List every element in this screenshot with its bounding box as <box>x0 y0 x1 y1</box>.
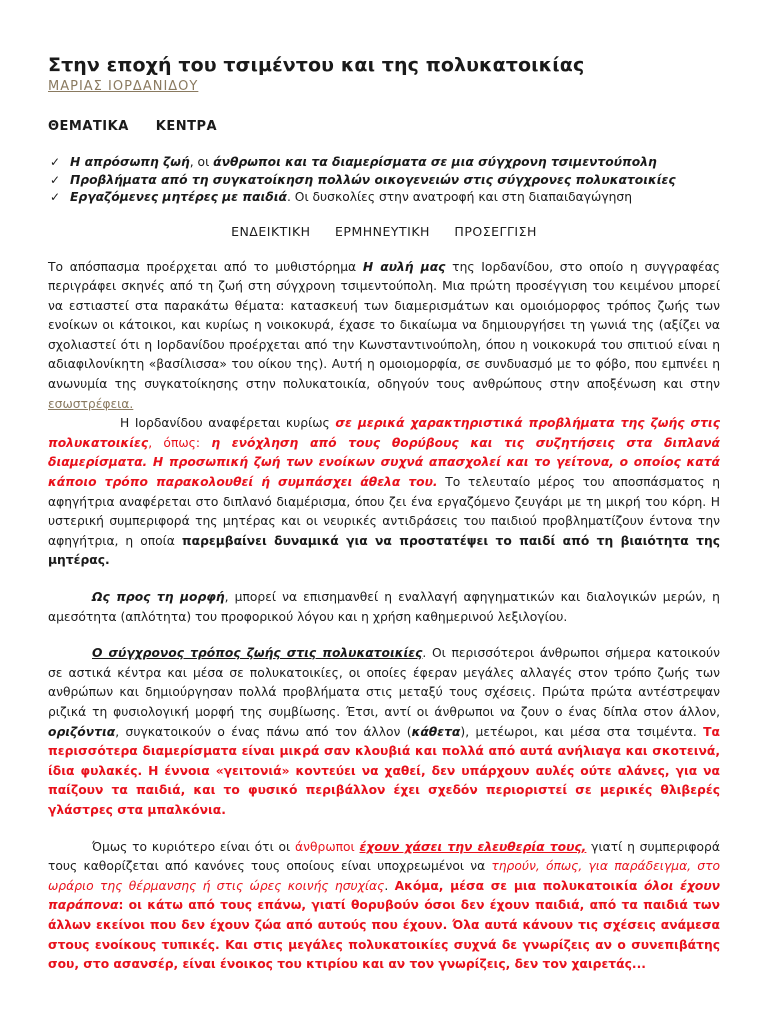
paragraph-freedom <box>48 838 720 975</box>
theme-text: Εργαζόμενες μητέρες με παιδιά <box>70 190 287 204</box>
bold-text: Ως προς τη μορφή <box>92 590 225 604</box>
text: ), μετέωροι, και μέσα στα τσιμέντα. <box>460 724 704 739</box>
text: . <box>384 878 395 893</box>
highlight: η ενόχληση από τους θορύβους και τις συζητήσεις στα διπλανά διαμερίσματα. Η προσωπική ζωή των ενοίκων συχνά απασχολεί και το γείτονα, ο οποίος κατά κάποιο τρόπο παρακολουθεί ή συμπάσχει άθελα του. <box>48 435 720 490</box>
text: . Οι περισσότεροι άνθρωποι σήμερα κατοικούν σε αστικά κέντρα και μέσα σε πολυκατοικίες, οι οποίες έφεραν μεγάλες αλλαγές στον τρόπο ζωής των ανθρώπων και δημιούργησαν πολλά προβλήματα στις μεταξύ τους σχέσεις. Πρώτα πρώτα αντέστρεψαν ριζικά τη φυσιολογική μορφή της συμβίωσης. Έτσι, αντί οι άνθρωποι να ζουν ο ένας δίπλα στον άλλον, <box>48 646 720 719</box>
highlight: : οι κάτω από τους επάνω, γιατί θορυβούν όσοι δεν έχουν παιδιά, από τα παιδιά των άλλων εκείνοι που δεν έχουν ζώα από αυτούς που έχουν. Όλα αυτά κάνουν τις σχέσεις ανάμεσα στους ενοίκους τυπικές. Και στις μεγάλες πολυκατοικίες συχνά δε γνωρίζεις αν ο συνεπιβάτης σου, στο ασανσέρ, είναι ένοικος του κτιρίου και αν τον γνωρίζεις, δεν τον χαιρετάς... <box>48 898 720 972</box>
paragraph-modern-life <box>48 644 720 820</box>
text: Όμως το κυριότερο είναι ότι οι <box>92 839 296 854</box>
highlight: όλοι έχουν παράπονα <box>48 878 721 913</box>
theme-text: άνθρωποι και τα διαμερίσματα σε μια σύγχρονη τσιμεντούπολη <box>213 155 657 169</box>
bold-text: παρεμβαίνει δυναμικά για να προστατέψει το παιδί από τη βιαιότητα της μητέρας. <box>48 533 720 568</box>
text: της Ιορδανίδου, στο οποίο η συγγραφέας περιγράφει σκηνές από τη ζωή στη σύγχρονη τσιμεντούπολη. Μια πρώτη προσέγγιση του κειμένου μπορεί να εστιαστεί στα παρακάτω θέματα: κατασκευή των διαμερισμάτων και ομοιόμορφος τρόπος ζωής των ενοίκων οι κάτοικοι, και κυρίως η νοικοκυρά, έχασε το δικαίωμα να δημιουργήσει τη γωνιά της (αξίζει να σχολιαστεί ότι η Ιορδανίδου προέρχεται από την Κωνσταντινούπολη, όπου η νοικοκυρά του σπιτιού είναι η αδιαφιλονίκητη «βασίλισσα» του οίκου της). Αυτή η ομοιομορφία, σε συνδυασμό με το φόβο, που εμπνέει η ανωνυμία της συγκατοίκησης στην πολυκατοικία, οδηγούν τους ανθρώπους στην αποξένωση και στην <box>48 259 720 392</box>
bold-text: οριζόντια <box>48 724 116 739</box>
highlight: έχουν χάσει την ελευθερία τους, <box>359 839 587 854</box>
check-icon: ✓ <box>50 155 61 169</box>
text: Το τελευταίο μέρος του αποσπάσματος η αφηγήτρια αναφέρεται στο διπλανό διαμέρισμα, όπου ζει ένα εργαζόμενο ζευγάρι με τη μικρή του κόρη. Η υστερική συμπεριφορά της μητέρας και οι νευρικές αντιδράσεις του παιδιού προβληματίζουν έντονα την αφηγήτρια, η οποία <box>48 475 720 548</box>
inline-link[interactable]: εσωστρέφεια. <box>48 396 134 411</box>
bold-text: Ο σύγχρονος τρόπος ζωής στις πολυκατοικίες <box>92 646 423 661</box>
highlight: Ακόμα, μέσα σε μια πολυκατοικία <box>394 878 644 893</box>
theme-text: Προβλήματα από τη συγκατοίκηση πολλών οικογενειών στις σύγχρονες πολυκατοικίες <box>70 172 676 187</box>
paragraph-intro <box>48 258 720 415</box>
text: , μπορεί να επισημανθεί η εναλλαγή αφηγηματικών και διαλογικών μερών, η αμεσότητα (απλότητα) του προφορικού λόγου και η χρήση καθημερινού λεξιλογίου. <box>48 590 720 624</box>
text: άνθρωποι <box>295 839 360 854</box>
text: Το απόσπασμα προέρχεται από το μυθιστόρημα <box>48 259 363 274</box>
paragraph-form <box>48 588 720 627</box>
paragraph-problems <box>48 414 720 571</box>
author-link[interactable]: ΜΑΡΙΑΣ ΙΟΡΔΑΝΙΔΟΥ <box>48 79 199 94</box>
highlight: σε μερικά χαρακτηριστικά προβλήματα της ζωής στις πολυκατοικίες <box>48 416 721 450</box>
list-item <box>50 154 720 172</box>
text: , όπως: <box>148 435 212 450</box>
highlight: Τα περισσότερα διαμερίσματα είναι μικρά σαν κλουβιά και πολλά από αυτά ανήλιαγα και σκοτεινά, ίδια φυλακές. Η έννοια «γειτονιά» κοντεύει να χαθεί, δεν υπάρχουν αυλές ούτε αλάνες, για να παίζουν τα παιδιά, και το φυσικό περιβάλλον έχει σχεδόν περιοριστεί σε μερικές θλιβερές γλάστρες στα μπαλκόνια. <box>48 724 720 817</box>
text: γιατί η συμπεριφορά τους καθορίζεται από κανόνες τους οποίους είναι υποχρεωμένοι να <box>48 839 720 874</box>
section-heading: ΕΝΔΕΙΚΤΙΚΗ ΕΡΜΗΝΕΥΤΙΚΗ ΠΡΟΣΕΓΓΙΣΗ <box>231 223 537 239</box>
theme-text: , οι <box>189 155 214 169</box>
text: , συγκατοικούν ο ένας πάνω από τον άλλον ( <box>115 724 412 739</box>
themes-list <box>48 154 720 207</box>
document-title: Στην εποχή του τσιμέντου και της πολυκατοικίας <box>48 54 585 76</box>
text: Η Ιορδανίδου αναφέρεται κυρίως <box>120 416 336 431</box>
highlight: τηρούν, όπως, για παράδειγμα, στο ωράριο της θέρμανσης ή στις ώρες κοινής ησυχίας <box>48 859 720 893</box>
book-title: Η αυλή μας <box>362 259 446 274</box>
check-icon: ✓ <box>50 190 61 204</box>
list-item <box>50 172 720 190</box>
themes-heading: ΘΕΜΑΤΙΚΑ ΚΕΝΤΡΑ <box>48 119 218 134</box>
bold-text: κάθετα <box>411 724 461 739</box>
theme-text: Η απρόσωπη ζωή <box>70 155 190 169</box>
check-icon: ✓ <box>50 172 61 187</box>
theme-text: . Οι δυσκολίες στην ανατροφή και στη διαπαιδαγώγηση <box>286 190 632 204</box>
list-item <box>50 189 720 207</box>
document-page <box>48 52 720 975</box>
